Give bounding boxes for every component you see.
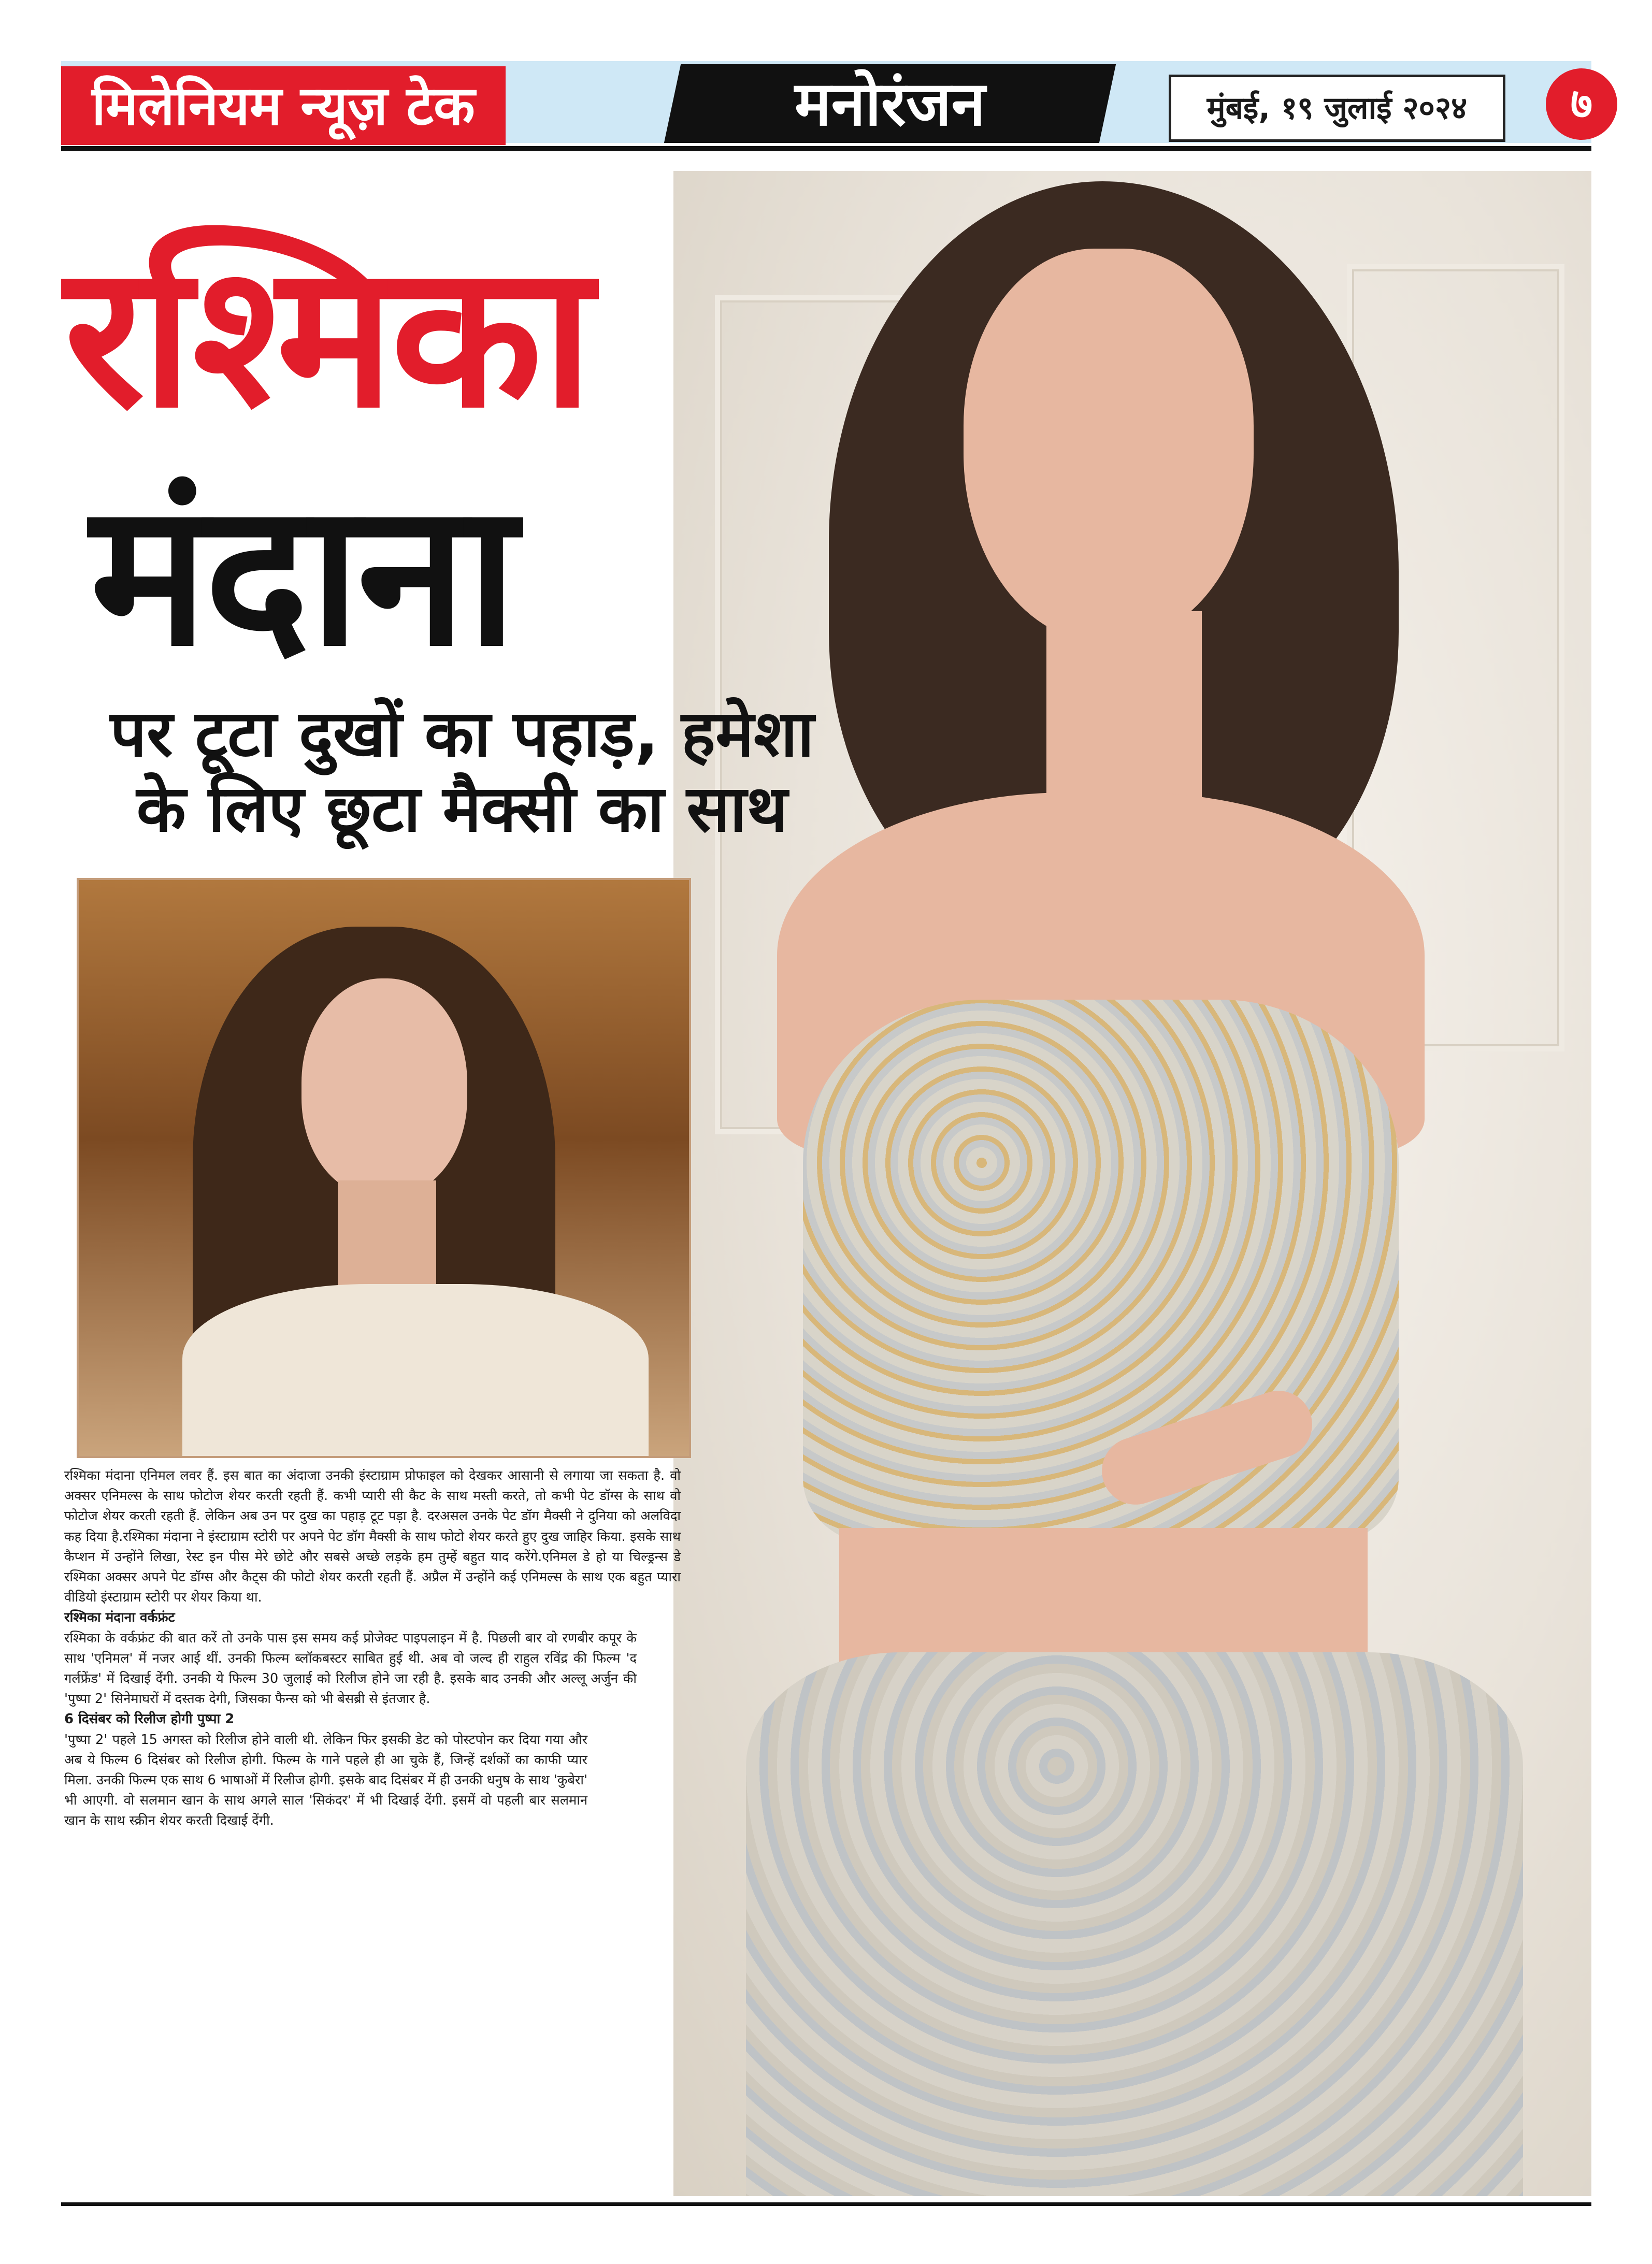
masthead <box>61 61 1591 143</box>
article-subheading: रश्मिका मंदाना वर्कफ्रंट <box>64 1610 175 1626</box>
midriff-shape <box>839 1528 1368 1663</box>
section-label: मनोरंजन <box>795 68 985 139</box>
hero-photo <box>673 171 1591 2196</box>
newspaper-brand: मिलेनियम न्यूज़ टेक <box>61 66 506 145</box>
article-paragraph: रश्मिका मंदाना एनिमल लवर हैं. इस बात का अंदाजा उनकी इंस्टाग्राम प्रोफाइल को देखकर आसानी से लगाया जा सकता है. वो अक्सर एनिमल्स के साथ फोटोज शेयर करती रहती हैं. कभी प्यारी सी कैट के साथ मस्ती करते, तो कभी पेट डॉग्स के साथ वो फोटोज शेयर करती रहती हैं. लेकिन अब उन पर दुख का पहाड़ टूट पड़ा है. दरअसल उनके पेट डॉग मैक्सी ने दुनिया को अलविदा कह दिया है.रश्मिका मंदाना ने इंस्टाग्राम स्टोरी पर अपने पेट डॉग मैक्सी के साथ फोटो शेयर करते हुए दुख जाहिर किया. इसके साथ कैप्शन में उन्होंने लिखा, रेस्ट इन पीस मेरे छोटे और सबसे अच्छे लड़के हम तुम्हें बहुत याद करेंगे.एनिमल डे हो या चिल्ड्रन्स डे रश्मिका अक्सर अपने पेट डॉग्स और कैट्स की फोटो शेयर करती रहती हैं. अप्रैल में उन्होंने कई एनिमल्स के साथ एक बहुत प्यारा वीडियो इंस्टाग्राम स्टोरी पर शेयर किया था. <box>64 1468 681 1606</box>
page-number-badge: ७ <box>1546 68 1617 140</box>
bottom-rule <box>61 2202 1591 2206</box>
inset-face-shape <box>301 978 467 1196</box>
article-paragraph: रश्मिका के वर्कफ्रंट की बात करें तो उनके पास इस समय कई प्रोजेक्ट पाइपलाइन में है. पिछली बार वो रणबीर कपूर के साथ 'एनिमल' में नजर आई थीं. उनकी फिल्म ब्लॉकबस्टर साबित हुई थी. अब वो जल्द ही राहुल रविंद्र की फिल्म 'द गर्लफ्रेंड' में दिखाई देंगी. उनकी ये फिल्म 30 जुलाई को रिलीज होने जा रही है. इसके बाद उनकी और अल्लू अर्जुन की 'पुष्पा 2' सिनेमाघरों में दस्तक देगी, जिसका फैन्स को भी बेसब्री से इंतजार है. <box>64 1630 637 1707</box>
subhead-line-1: पर टूटा दुखों का पहाड़, हमेशा <box>110 697 814 771</box>
face-shape <box>964 249 1254 642</box>
top-rule <box>61 146 1591 151</box>
skirt-shape <box>746 1652 1523 2196</box>
headline-name-last: मंदाना <box>90 460 514 689</box>
inset-photo <box>77 878 691 1458</box>
article-body <box>64 1466 681 2191</box>
headline-name-first: रश्मिका <box>64 222 590 451</box>
article-paragraph: 'पुष्पा 2' पहले 15 अगस्त को रिलीज होने वाली थी. लेकिन फिर इसकी डेट को पोस्टपोन कर दिया गया और अब ये फिल्म 6 दिसंबर को रिलीज होगी. फिल्म के गाने पहले ही आ चुके हैं, जिन्हें दर्शकों का काफी प्यार मिला. उनकी फिल्म एक साथ 6 भाषाओं में रिलीज होगी. इसके बाद दिसंबर में ही उनकी धनुष के साथ 'कुबेरा' भी आएगी. वो सलमान खान के साथ अगले साल 'सिकंदर' में भी दिखाई देंगी. इसमें वो पहली बार सलमान खान के साथ स्क्रीन शेयर करती दिखाई देंगी. <box>64 1732 587 1829</box>
article-subheading: 6 दिसंबर को रिलीज होगी पुष्पा 2 <box>64 1711 235 1727</box>
blouse-shape <box>803 1000 1399 1544</box>
subheadline <box>58 697 866 847</box>
inset-saree-shape <box>182 1284 649 1458</box>
dateline: मुंबई, १९ जुलाई २०२४ <box>1169 75 1505 142</box>
subhead-line-2: के लिए छूटा मैक्सी का साथ <box>136 772 788 846</box>
